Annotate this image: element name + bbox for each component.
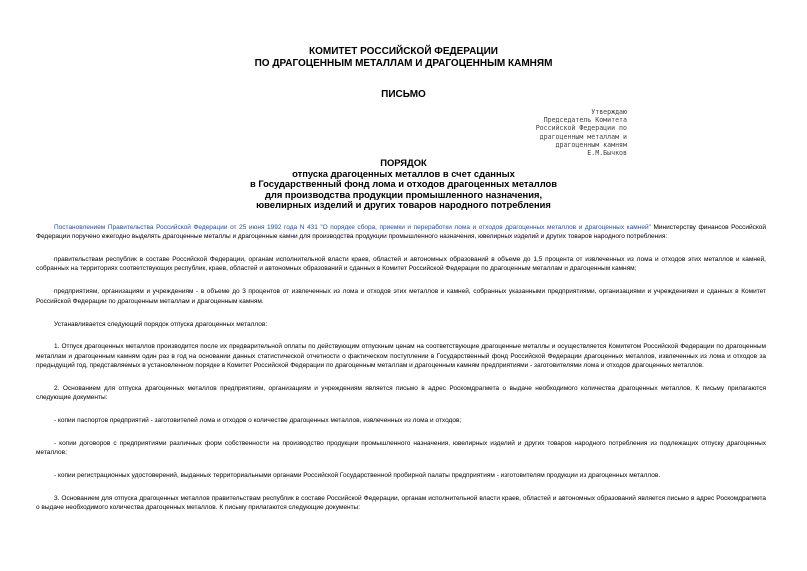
document-header xyxy=(0,46,807,70)
approval-signatory: Е.М.Бычков xyxy=(587,149,627,158)
paragraph-list-item: - копии паспортов предприятий - заготовителей лома и отходов о количестве драгоценных металлов, извлеченных из лома и отходов; xyxy=(54,417,462,425)
approval-line: драгоценным камням xyxy=(555,140,627,149)
approval-line: драгоценным металлам и xyxy=(539,132,627,141)
approval-line: Утверждаю xyxy=(591,108,627,116)
paragraph-list-item: - копии регистрационных удостоверений, выданных территориальными органами Российской Государственной пробирной палаты предприятиям - изготовителям продукции из драгоценных металлов. xyxy=(54,472,661,480)
approval-stamp xyxy=(536,108,627,157)
organization-name-line2: ПО ДРАГОЦЕННЫМ МЕТАЛЛАМ И ДРАГОЦЕННЫМ КАМНЯМ xyxy=(254,58,553,69)
paragraph-intro xyxy=(36,223,766,242)
order-title xyxy=(0,158,807,211)
paragraph-item-3: 3. Основанием для отпуска драгоценных металлов правительствам республик в составе Российской Федерации, органам исполнительной власти краев, областей и автономных образований является письмо в адрес Роскомдрагмета о выдаче необходимого количества драгоценных металлов. К письму прилагаются следующие документы: xyxy=(36,495,766,512)
paragraph-list-item: - копии договоров с предприятиями различных форм собственности на производство продукции промышленного назначения, ювелирных изделий и других товаров народного потребления из подлежащих отпуску драгоценных металлов; xyxy=(36,440,766,457)
approval-line: Председатель Комитета xyxy=(543,116,627,125)
document-body xyxy=(36,223,766,526)
paragraph-item-1: 1. Отпуск драгоценных металлов производится после их предварительной оплаты по действующим отпускным ценам на соответствующие драгоценные металлы и осуществляется Комитетом Российской Федерации по драгоценным металлам и драгоценным камням один раз в год на основании данных статистической отчетности о фактическом поступлении в Государственный фонд Российской Федерации драгоценных металлов, извлеченных из лома и отходов за предыдущий год, представляемых в установленном порядке в Комитет Российской Федерации по драгоценным металлам и драгоценным камням предприятиями - заготовителями лома и отходов драгоценных металлов. xyxy=(36,343,766,370)
order-subtitle-line: отпуска драгоценных металлов в счет сданных xyxy=(292,167,515,179)
resolution-link[interactable]: Постановлением Правительства Российской Федерации от 25 июня 1992 года N 431 "О порядке сбора, приемки и переработки лома и отходов драгоценных металлов и драгоценных камней" xyxy=(54,224,651,231)
approval-line: Российской Федерации по xyxy=(535,124,627,133)
paragraph-republics-share: правительствам республик в составе Российской Федерации, органам исполнительной власти краев, областей и автономных образований в объеме до 1,5 процента от извлеченных из лома и отходов этих металлов и камней, собранных на территориях соответствующих республик, краев, областей и автономных образований и сданных в Комитет Российской Федерации по драгоценным металлам и драгоценным камням; xyxy=(36,256,766,273)
order-subtitle-line: в Государственный фонд лома и отходов драгоценных металлов xyxy=(249,178,558,190)
paragraph-procedure-intro: Устанавливается следующий порядок отпуска драгоценных металлов: xyxy=(54,320,268,328)
paragraph-intro-text: Министерству финансов Российской Федерации поручено ежегодно выделять драгоценные металлы и драгоценные камни для производства продукции промышленного назначения, ювелирных изделий и других товаров народного потребления: xyxy=(36,224,767,241)
paragraph-enterprises-share: предприятиям, организациям и учреждениям - в объеме до 3 процентов от извлеченных из лома и отходов этих металлов и камней, собранных указанными предприятиями, организациями и учреждениями и сданных в Комитет Российской Федерации по драгоценным металлам и драгоценным камням. xyxy=(36,288,766,305)
order-heading: ПОРЯДОК xyxy=(380,157,427,168)
organization-name-line1: КОМИТЕТ РОССИЙСКОЙ ФЕДЕРАЦИИ xyxy=(309,46,498,57)
document-type-title: ПИСЬМО xyxy=(381,89,426,100)
paragraph-item-2: 2. Основанием для отпуска драгоценных металлов предприятиям, организациям и учреждениям является письмо в адрес Роскомдрагмета о выдаче необходимого количества драгоценных металлов. К письму прилагаются следующие документы: xyxy=(36,384,766,402)
order-subtitle-line: ювелирных изделий и других товаров народного потребления xyxy=(256,199,551,211)
order-subtitle-line: для производства продукции промышленного назначения, xyxy=(264,188,543,200)
